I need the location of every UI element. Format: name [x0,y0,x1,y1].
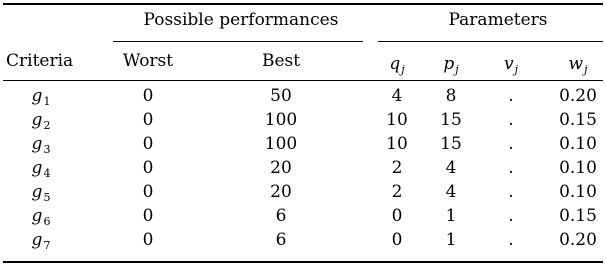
criterion-cell: $g_2$ [31,110,51,132]
criterion-cell: $g_5$ [31,182,51,204]
worst-cell: 0 [142,86,154,106]
header-worst: Worst [122,51,174,71]
v-cell: . [508,182,514,202]
header-criteria: Criteria [6,51,74,71]
p-cell: 15 [440,134,462,154]
header-param-q: $q_j$ [389,54,405,76]
p-cell: 15 [440,110,462,130]
worst-cell: 0 [142,230,154,250]
v-cell: . [508,206,514,226]
table-top-rule [3,3,603,5]
criterion-cell: $g_1$ [31,86,51,108]
q-cell: 2 [391,182,403,202]
parameters-group-rule [378,41,603,42]
w-cell: 0.15 [559,206,597,226]
q-cell: 2 [391,158,403,178]
worst-cell: 0 [142,182,154,202]
w-cell: 0.10 [559,182,597,202]
v-cell: . [508,134,514,154]
best-cell: 100 [264,110,298,130]
best-cell: 20 [270,158,292,178]
p-cell: 1 [445,230,457,250]
w-cell: 0.10 [559,134,597,154]
criterion-cell: $g_3$ [31,134,51,156]
header-possible-performances: Possible performances [143,10,339,30]
worst-cell: 0 [142,206,154,226]
v-cell: . [508,86,514,106]
best-cell: 6 [275,230,287,250]
header-param-w: $w_j$ [568,54,588,76]
q-cell: 0 [391,230,403,250]
p-cell: 4 [445,182,457,202]
table-bottom-rule [3,261,603,263]
header-best: Best [261,51,301,71]
performances-group-rule [113,41,363,42]
p-cell: 1 [445,206,457,226]
header-param-v: $v_j$ [503,54,519,76]
worst-cell: 0 [142,110,154,130]
criterion-cell: $g_6$ [31,206,51,228]
worst-cell: 0 [142,158,154,178]
q-cell: 4 [391,86,403,106]
header-bottom-rule [3,80,603,81]
p-cell: 8 [445,86,457,106]
criterion-cell: $g_4$ [31,158,51,180]
v-cell: . [508,110,514,130]
v-cell: . [508,158,514,178]
criterion-cell: $g_7$ [31,230,51,252]
header-param-p: $p_j$ [443,54,459,76]
header-parameters: Parameters [448,10,548,30]
best-cell: 100 [264,134,298,154]
q-cell: 10 [386,110,408,130]
worst-cell: 0 [142,134,154,154]
p-cell: 4 [445,158,457,178]
w-cell: 0.20 [559,86,597,106]
v-cell: . [508,230,514,250]
best-cell: 50 [270,86,292,106]
q-cell: 0 [391,206,403,226]
w-cell: 0.10 [559,158,597,178]
w-cell: 0.20 [559,230,597,250]
best-cell: 20 [270,182,292,202]
w-cell: 0.15 [559,110,597,130]
q-cell: 10 [386,134,408,154]
best-cell: 6 [275,206,287,226]
